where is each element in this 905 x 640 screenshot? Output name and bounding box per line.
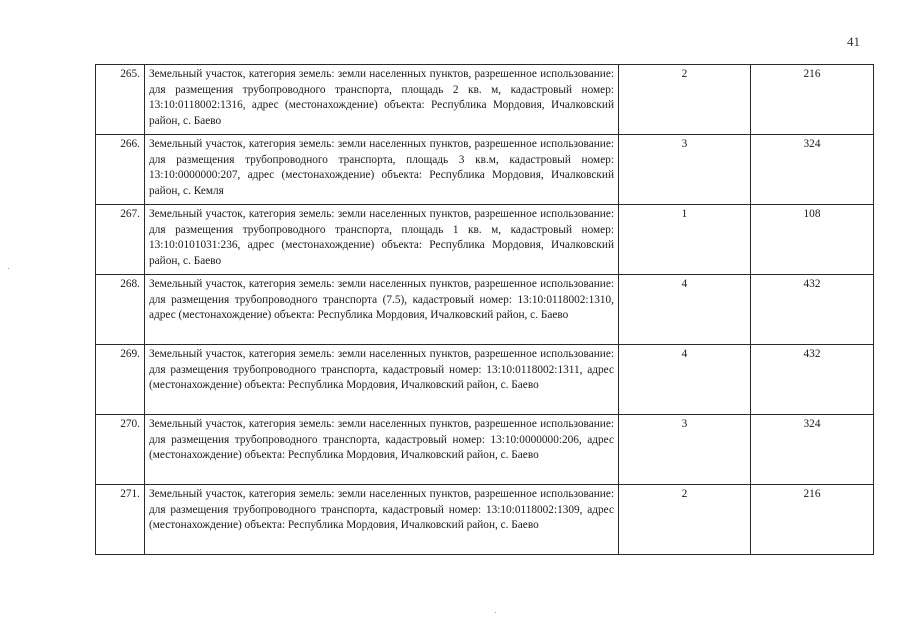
table-row [96, 485, 874, 555]
table-row [96, 135, 874, 205]
row-number: 269. [96, 345, 145, 415]
row-value: 324 [751, 415, 874, 485]
row-description: Земельный участок, категория земель: земли населенных пунктов, разрешенное использование: для размещения трубопроводного транспорта, кадастровый номер: 13:10:0118002:1309, адрес (местонахождение) объекта: Республика Мордовия, Ичалковский район, с. Баево [145, 485, 619, 555]
row-quantity: 3 [619, 135, 751, 205]
row-quantity: 4 [619, 275, 751, 345]
row-description: Земельный участок, категория земель: земли населенных пунктов, разрешенное использование: для размещения трубопроводного транспорта, кадастровый номер: 13:10:0118002:1311, адрес (местонахождение) объекта: Республика Мордовия, Ичалковский район, с. Баево [145, 345, 619, 415]
table-row [96, 65, 874, 135]
row-value: 108 [751, 205, 874, 275]
row-number: 271. [96, 485, 145, 555]
row-number: 267. [96, 205, 145, 275]
row-description: Земельный участок, категория земель: земли населенных пунктов, разрешенное использование: для размещения трубопроводного транспорта, площадь 1 кв. м, кадастровый номер: 13:10:0101031:236, адрес (местонахождение) объекта: Республика Мордовия, Ичалковский район, с. Баево [145, 205, 619, 275]
row-number: 268. [96, 275, 145, 345]
property-registry-table [95, 64, 874, 555]
row-quantity: 2 [619, 65, 751, 135]
row-quantity: 2 [619, 485, 751, 555]
page-number: 41 [847, 34, 860, 49]
row-number: 270. [96, 415, 145, 485]
table-row [96, 275, 874, 345]
row-value: 324 [751, 135, 874, 205]
table-row [96, 205, 874, 275]
row-quantity: 1 [619, 205, 751, 275]
row-description: Земельный участок, категория земель: земли населенных пунктов, разрешенное использование: для размещения трубопроводного транспорта, площадь 2 кв. м, кадастровый номер: 13:10:0118002:1316, адрес (местонахождение) объекта: Республика Мордовия, Ичалковский район, с. Баево [145, 65, 619, 135]
scan-speck [495, 612, 496, 613]
table-row [96, 345, 874, 415]
row-value: 432 [751, 345, 874, 415]
row-description: Земельный участок, категория земель: земли населенных пунктов, разрешенное использование: для размещения трубопроводного транспорта, площадь 3 кв.м, кадастровый номер: 13:10:0000000:207, адрес (местонахождение) объекта: Республика Мордовия, Ичалковский район, с. Кемля [145, 135, 619, 205]
row-value: 216 [751, 65, 874, 135]
row-quantity: 4 [619, 345, 751, 415]
row-number: 265. [96, 65, 145, 135]
row-description: Земельный участок, категория земель: земли населенных пунктов, разрешенное использование: для размещения трубопроводного транспорта, кадастровый номер: 13:10:0000000:206, адрес (местонахождение) объекта: Республика Мордовия, Ичалковский район, с. Баево [145, 415, 619, 485]
row-number: 266. [96, 135, 145, 205]
row-value: 432 [751, 275, 874, 345]
table-row [96, 415, 874, 485]
row-description: Земельный участок, категория земель: земли населенных пунктов, разрешенное использование: для размещения трубопроводного транспорта (7.5), кадастровый номер: 13:10:0118002:1310, адрес (местонахождение) объекта: Республика Мордовия, Ичалковский район, с. Баево [145, 275, 619, 345]
row-quantity: 3 [619, 415, 751, 485]
row-value: 216 [751, 485, 874, 555]
scan-speck [8, 268, 9, 269]
